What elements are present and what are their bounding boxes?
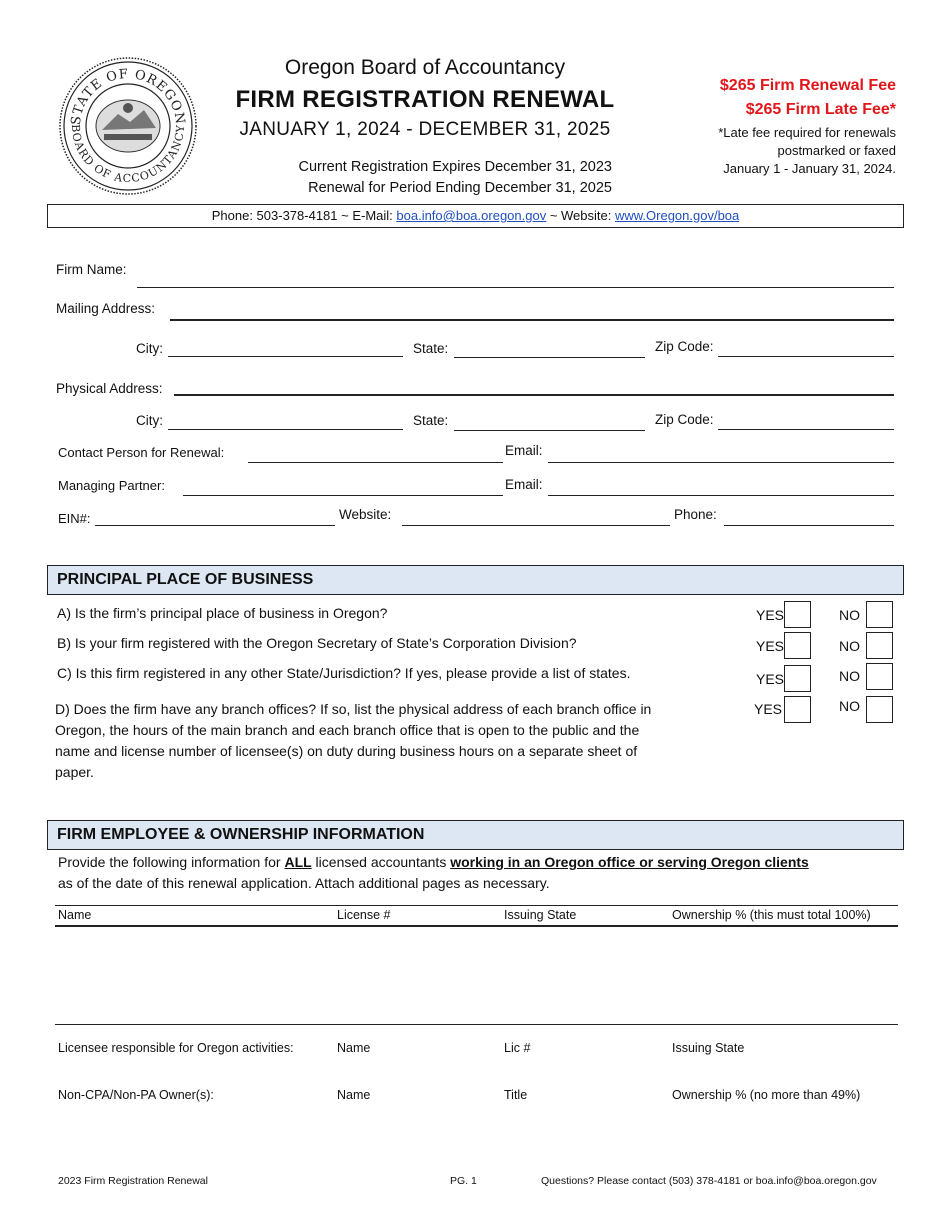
organization-name: Oregon Board of Accountancy bbox=[284, 56, 566, 79]
question-b-yes-checkbox[interactable] bbox=[784, 632, 811, 659]
fee-block bbox=[636, 74, 896, 178]
physical-state-label: State: bbox=[413, 413, 449, 428]
employee-intro-line-2: as of the date of this renewal application. Attach additional pages as necessary. bbox=[58, 875, 550, 891]
question-d-line-2: Oregon, the hours of the main branch and each branch office that is open to the public and the bbox=[55, 722, 640, 738]
contact-separator: ~ Website: bbox=[546, 208, 615, 223]
employee-section-header bbox=[47, 820, 904, 850]
responsible-state-label: Issuing State bbox=[672, 1041, 745, 1055]
contact-email-field[interactable] bbox=[548, 462, 894, 463]
question-b-no-label: NO bbox=[839, 638, 860, 654]
late-note-line-3: January 1 - January 31, 2024. bbox=[723, 161, 896, 176]
question-c-no-label: NO bbox=[839, 668, 860, 684]
question-d-no-label: NO bbox=[839, 698, 860, 714]
expiration-info bbox=[210, 157, 612, 199]
website-field[interactable] bbox=[402, 525, 670, 526]
contact-person-field[interactable] bbox=[248, 462, 503, 463]
question-d-line-4: paper. bbox=[55, 764, 94, 780]
mailing-address-label: Mailing Address: bbox=[56, 301, 156, 316]
state-seal-logo bbox=[58, 56, 198, 196]
physical-city-label: City: bbox=[136, 413, 163, 428]
question-b: B) Is your firm registered with the Oregon Secretary of State’s Corporation Division? bbox=[57, 635, 577, 651]
mailing-state-label: State: bbox=[413, 341, 449, 356]
principal-business-heading: PRINCIPAL PLACE OF BUSINESS bbox=[57, 571, 314, 588]
physical-state-field[interactable] bbox=[454, 430, 645, 431]
footer-page-number: PG. 1 bbox=[450, 1175, 477, 1187]
contact-phone: Phone: 503-378-4181 ~ E-Mail: bbox=[211, 208, 397, 223]
intro-text-a: Provide the following information for bbox=[58, 854, 285, 870]
late-note-line-2: postmarked or faxed bbox=[777, 143, 896, 158]
question-c-no-checkbox[interactable] bbox=[866, 663, 893, 690]
responsible-licensee-label: Licensee responsible for Oregon activities: bbox=[58, 1041, 294, 1055]
firm-name-field[interactable] bbox=[137, 287, 894, 288]
partner-email-field[interactable] bbox=[548, 495, 894, 496]
seal-text-top: STATE OF OREGON bbox=[68, 66, 188, 126]
employee-intro bbox=[58, 852, 898, 894]
col-header-issuing-state: Issuing State bbox=[504, 908, 577, 922]
question-a-no-label: NO bbox=[839, 607, 860, 623]
physical-city-field[interactable] bbox=[168, 429, 403, 430]
managing-partner-field[interactable] bbox=[183, 495, 503, 496]
firm-name-label: Firm Name: bbox=[56, 262, 127, 277]
phone-label: Phone: bbox=[674, 507, 717, 522]
question-a-yes-checkbox[interactable] bbox=[784, 601, 811, 628]
registration-period: JANUARY 1, 2024 - DECEMBER 31, 2025 bbox=[239, 119, 611, 140]
ein-field[interactable] bbox=[95, 525, 335, 526]
footer-contact: Questions? Please contact (503) 378-4181 or boa.info@boa.oregon.gov bbox=[541, 1175, 877, 1187]
website-label: Website: bbox=[339, 507, 392, 522]
physical-address-label: Physical Address: bbox=[56, 381, 163, 396]
mailing-city-label: City: bbox=[136, 341, 163, 356]
phone-field[interactable] bbox=[724, 525, 894, 526]
col-header-name: Name bbox=[58, 908, 92, 922]
physical-zip-label: Zip Code: bbox=[655, 412, 714, 427]
contact-person-label: Contact Person for Renewal: bbox=[58, 445, 225, 460]
intro-all-emphasis: ALL bbox=[284, 854, 312, 870]
website-link[interactable]: www.Oregon.gov/boa bbox=[614, 208, 740, 223]
mailing-address-field[interactable] bbox=[170, 319, 894, 321]
responsible-lic-label: Lic # bbox=[504, 1041, 531, 1055]
principal-business-section-header bbox=[47, 565, 904, 595]
physical-zip-field[interactable] bbox=[718, 429, 894, 430]
ein-label: EIN#: bbox=[58, 511, 91, 526]
non-cpa-title-label: Title bbox=[504, 1088, 528, 1102]
question-a-no-checkbox[interactable] bbox=[866, 601, 893, 628]
mailing-zip-label: Zip Code: bbox=[655, 339, 714, 354]
partner-email-label: Email: bbox=[505, 477, 543, 492]
employee-intro-line-1 bbox=[58, 852, 898, 873]
managing-partner-label: Managing Partner: bbox=[58, 478, 165, 493]
col-header-license: License # bbox=[337, 908, 391, 922]
question-d-no-checkbox[interactable] bbox=[866, 696, 893, 723]
contact-email-link[interactable]: boa.info@boa.oregon.gov bbox=[396, 208, 547, 223]
question-d-yes-label: YES bbox=[754, 701, 783, 717]
question-d bbox=[55, 699, 755, 783]
footer-form-name: 2023 Firm Registration Renewal bbox=[58, 1175, 208, 1187]
employee-entry-area[interactable] bbox=[55, 927, 898, 1023]
renewal-fee: $265 Firm Renewal Fee bbox=[719, 77, 896, 94]
expires-text: Current Registration Expires December 31, 2023 bbox=[298, 159, 612, 175]
question-c: C) Is this firm registered in any other State/Jurisdiction? If yes, please provide a list of states. bbox=[57, 665, 631, 681]
question-b-yes-label: YES bbox=[756, 638, 785, 654]
question-d-yes-checkbox[interactable] bbox=[784, 696, 811, 723]
non-cpa-name-label: Name bbox=[337, 1088, 371, 1102]
question-d-line-1: D) Does the firm have any branch offices? If so, list the physical address of each branch office in bbox=[55, 701, 652, 717]
late-note-line-1: *Late fee required for renewals bbox=[718, 125, 896, 140]
late-fee-note bbox=[636, 124, 896, 178]
physical-address-field[interactable] bbox=[174, 394, 894, 396]
question-c-yes-label: YES bbox=[756, 671, 785, 687]
col-header-ownership: Ownership % (this must total 100%) bbox=[672, 908, 871, 922]
intro-text-b: licensed accountants bbox=[311, 854, 451, 870]
seal-text-bottom: BOARD OF ACCOUNTANCY bbox=[68, 123, 188, 186]
question-b-no-checkbox[interactable] bbox=[866, 632, 893, 659]
mailing-zip-field[interactable] bbox=[718, 356, 894, 357]
contact-email-label: Email: bbox=[505, 443, 543, 458]
employee-table-bottom-rule bbox=[55, 1024, 898, 1025]
responsible-name-label: Name bbox=[337, 1041, 371, 1055]
mailing-state-field[interactable] bbox=[454, 357, 645, 358]
question-a-yes-label: YES bbox=[756, 607, 785, 623]
non-cpa-ownership-label: Ownership % (no more than 49%) bbox=[672, 1088, 861, 1102]
question-a: A) Is the firm’s principal place of business in Oregon? bbox=[57, 605, 388, 621]
renewal-period-text: Renewal for Period Ending December 31, 2025 bbox=[308, 180, 612, 196]
question-c-yes-checkbox[interactable] bbox=[784, 665, 811, 692]
form-title: FIRM REGISTRATION RENEWAL bbox=[235, 86, 615, 113]
intro-oregon-emphasis: working in an Oregon office or serving Oregon clients bbox=[450, 854, 809, 870]
late-fee: $265 Firm Late Fee* bbox=[745, 101, 896, 118]
employee-table-top-rule bbox=[55, 905, 898, 906]
contact-bar bbox=[47, 204, 904, 228]
non-cpa-owner-label: Non-CPA/Non-PA Owner(s): bbox=[58, 1088, 214, 1102]
mailing-city-field[interactable] bbox=[168, 356, 403, 357]
question-d-line-3: name and license number of licensee(s) on duty during business hours on a separate sheet of bbox=[55, 743, 638, 759]
employee-heading: FIRM EMPLOYEE & OWNERSHIP INFORMATION bbox=[57, 826, 425, 843]
